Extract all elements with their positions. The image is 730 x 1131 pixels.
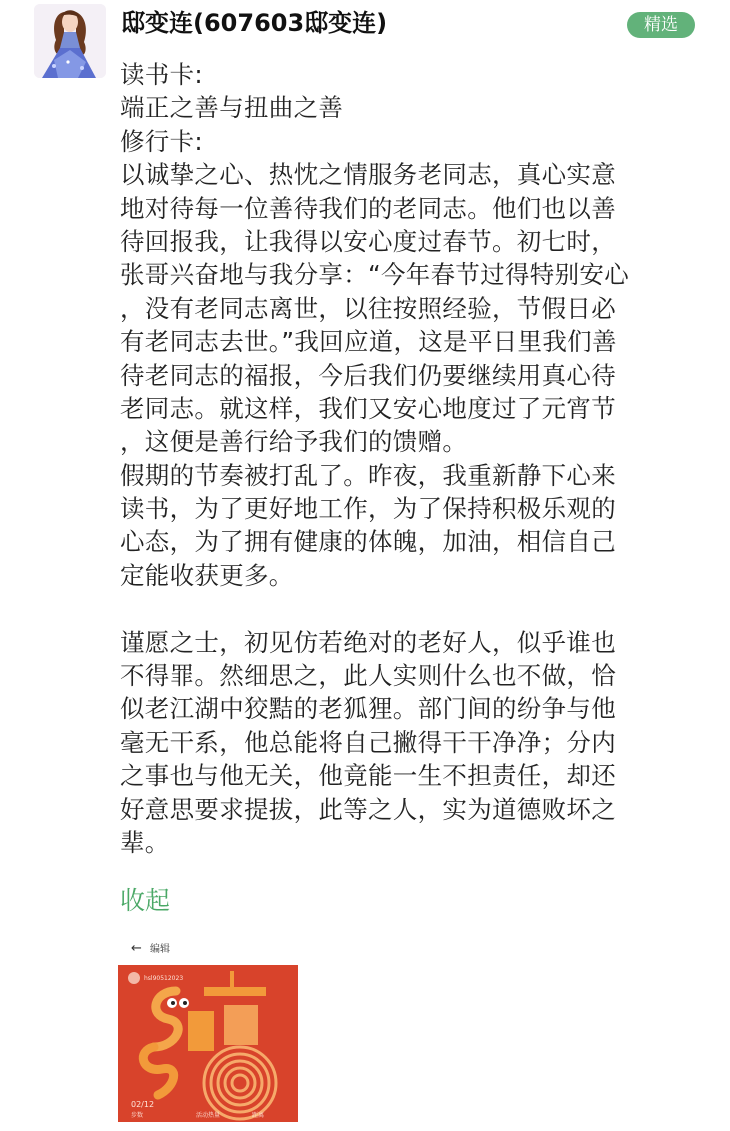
content-line: 谨愿之士，初见仿若绝对的老好人，似乎谁也 — [120, 627, 616, 657]
content-line: ，这便是善行给予我们的馈赠。 — [120, 427, 468, 457]
content-line: 毫无干系，他总能将自己撇得干干净净；分内 — [120, 727, 616, 757]
attached-image[interactable] — [117, 934, 299, 1124]
content-line: 定能收获更多。 — [120, 560, 294, 590]
content-line: 假期的节奏被打乱了。昨夜，我重新静下心来 — [120, 460, 616, 490]
card-date: 02/12 — [131, 1100, 155, 1109]
content-line: 有老同志去世。”我回应道，这是平日里我们善 — [120, 327, 617, 357]
content-line: 端正之善与扭曲之善 — [120, 93, 344, 123]
author-name[interactable]: 邸变连(607603邸变连) — [121, 9, 388, 37]
content-line: 读书卡: — [120, 60, 203, 89]
content-line: 待老同志的福报，今后我们仍要继续用真心待 — [120, 360, 616, 390]
post-content — [120, 58, 695, 859]
content-line: 张哥兴奋地与我分享：“今年春节过得特别安心 — [120, 260, 629, 290]
content-line: 似老江湖中狡黠的老狐狸。部门间的纷争与他 — [120, 694, 616, 724]
avatar-illustration — [34, 4, 106, 78]
content-line: 不得罪。然细思之，此人实则什么也不做，恰 — [120, 661, 616, 691]
content-line: 地对待每一位善待我们的老同志。他们也以善 — [120, 193, 616, 223]
edit-label: 编辑 — [150, 944, 170, 955]
card-user-id: hsl9051​2023 — [144, 975, 184, 982]
content-line: 心态，为了拥有健康的体魄，加油，相信自己 — [120, 527, 616, 557]
content-line: 老同志。就这样，我们又安心地度过了元宵节 — [120, 393, 616, 423]
content-line: 之事也与他无关，他竟能一生不担责任，却还 — [120, 761, 616, 791]
content-line: ，没有老同志离世，以往按照经验，节假日必 — [120, 293, 616, 323]
paragraph-gap — [120, 592, 695, 625]
content-line: 修行卡: — [120, 126, 203, 156]
back-arrow-icon: ← — [131, 941, 142, 956]
content-line: 辈。 — [120, 827, 170, 857]
red-card-image — [118, 965, 298, 1122]
featured-badge: 精选 — [627, 12, 695, 38]
thumbnail-header — [117, 934, 299, 965]
card-footer-distance: 距离 — [252, 1112, 265, 1119]
author-avatar[interactable] — [34, 4, 106, 78]
card-footer-calories: 活动热量 — [196, 1112, 221, 1119]
content-line: 待回报我，让我得以安心度过春节。初七时， — [120, 226, 616, 256]
content-line: 读书，为了更好地工作，为了保持积极乐观的 — [120, 494, 616, 524]
card-artwork — [118, 965, 298, 1122]
content-line: 好意思要求提拔，此等之人，实为道德败坏之 — [120, 794, 616, 824]
content-line: 以诚挚之心、热忱之情服务老同志，真心实意 — [120, 160, 616, 190]
card-footer-steps: 步数 — [131, 1112, 144, 1119]
collapse-link[interactable]: 收起 — [120, 886, 171, 915]
